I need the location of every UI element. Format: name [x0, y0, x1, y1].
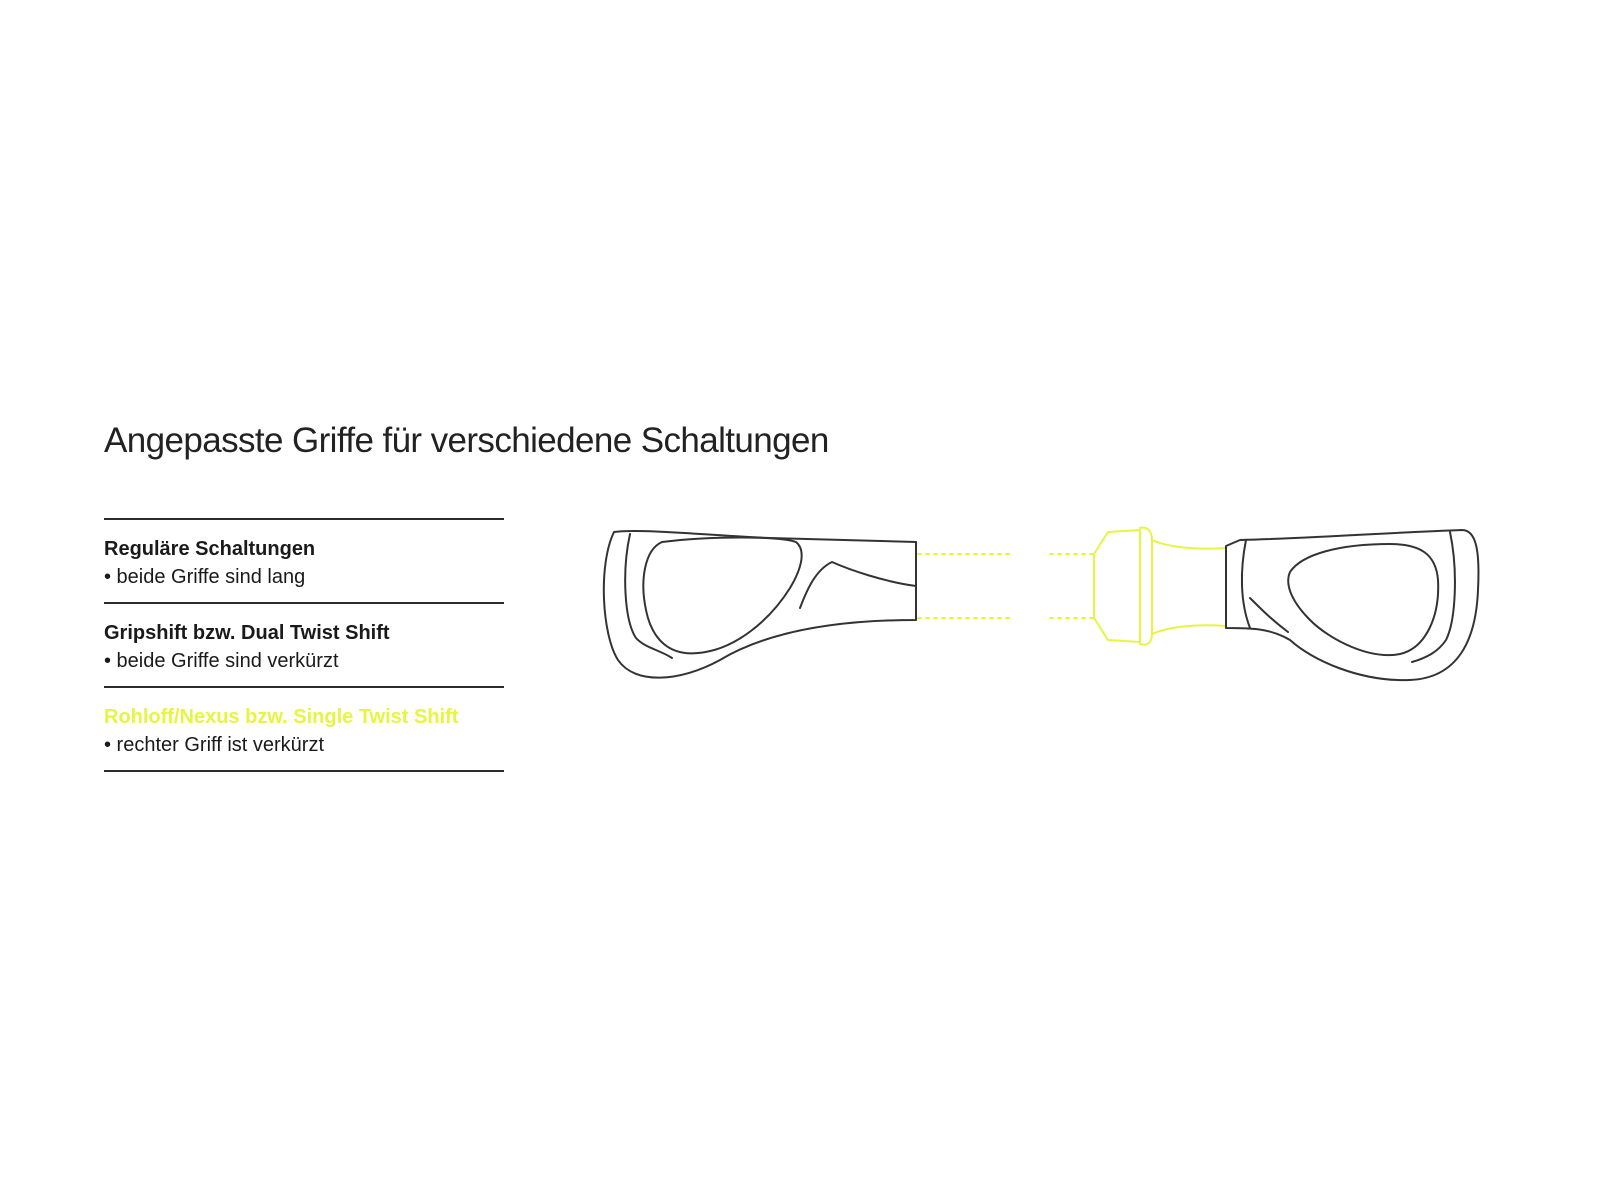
right-grip-outline	[1226, 530, 1478, 680]
shifter-options-list	[104, 518, 504, 772]
shifter-sleeve	[1152, 540, 1226, 634]
shifter-collar	[1140, 528, 1152, 645]
option-description: • rechter Griff ist verkürzt	[104, 734, 325, 756]
right-grip-flange	[1250, 598, 1288, 632]
shifter-body	[1094, 530, 1140, 642]
left-grip-inner-edge	[625, 534, 672, 658]
right-grip-inner-edge	[1412, 532, 1455, 662]
left-connector-lines	[918, 554, 1094, 618]
left-grip-drawing	[604, 531, 916, 678]
right-grip-pad	[1288, 544, 1438, 655]
option-rohloff	[104, 688, 504, 772]
option-title: Reguläre Schaltungen	[104, 538, 316, 560]
left-grip-flange	[800, 562, 916, 608]
twist-shifter-drawing	[1094, 528, 1226, 645]
option-title: Gripshift bzw. Dual Twist Shift	[104, 622, 390, 644]
page-title: Angepasste Griffe für verschiedene Schaltungen	[104, 421, 829, 460]
right-grip-band	[1242, 540, 1250, 628]
option-description: • beide Griffe sind verkürzt	[104, 650, 339, 672]
option-title-highlighted: Rohloff/Nexus bzw. Single Twist Shift	[104, 706, 459, 728]
option-regular	[104, 520, 504, 604]
option-description: • beide Griffe sind lang	[104, 566, 306, 588]
right-grip-drawing	[1226, 530, 1478, 680]
grip-diagram	[600, 510, 1520, 710]
option-gripshift	[104, 604, 504, 688]
